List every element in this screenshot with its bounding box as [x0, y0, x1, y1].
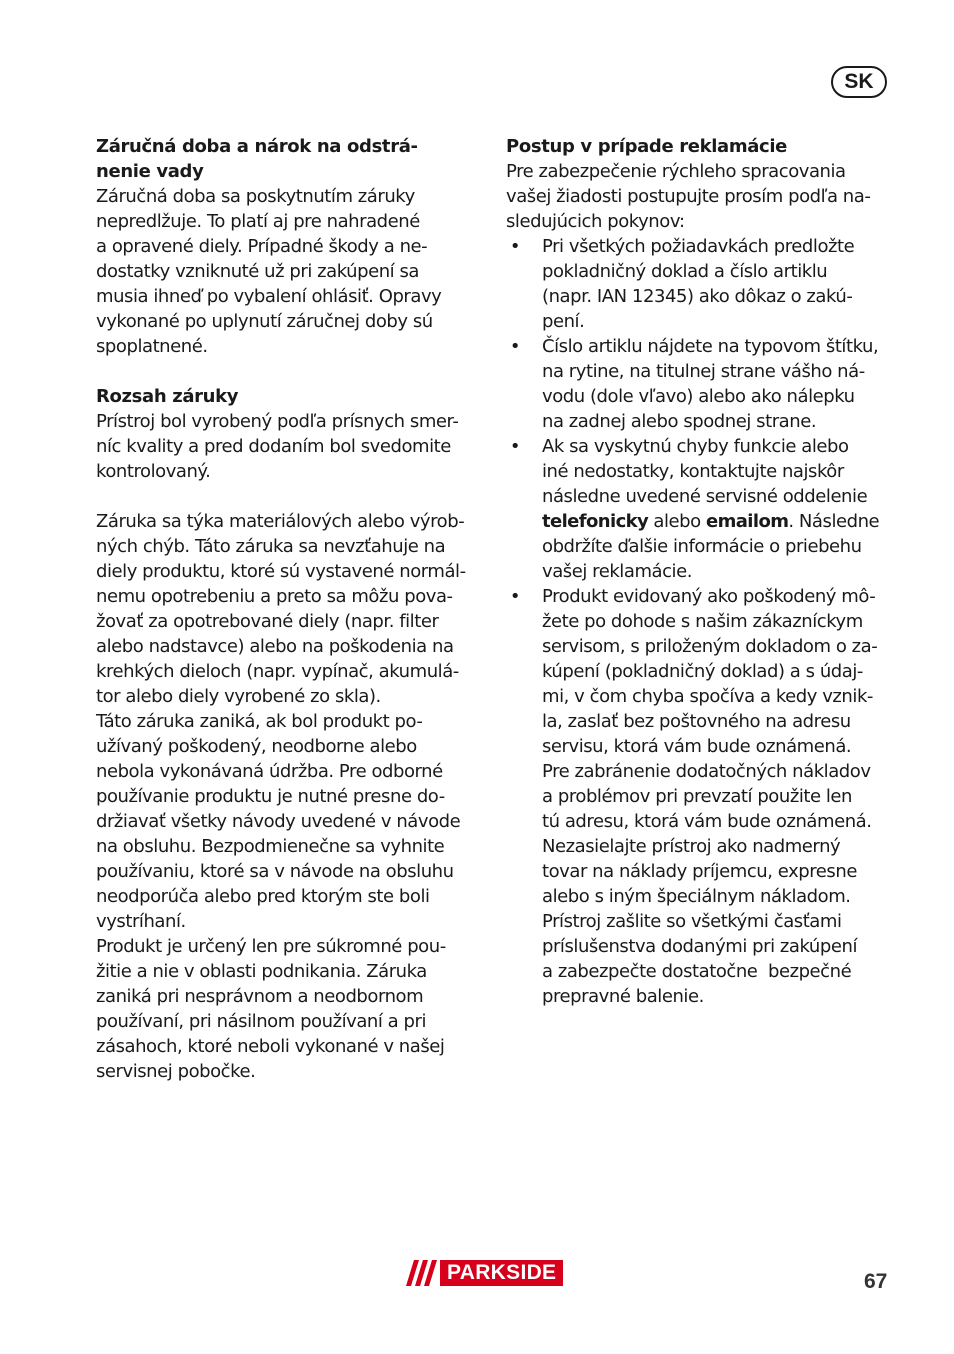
text-line: Záručná doba sa poskytnutím záruky [96, 186, 415, 207]
left-column [96, 134, 480, 1084]
text-line: nepredlžuje. To platí aj pre nahradené [96, 211, 420, 232]
text-line: Pri všetkých požiadavkách predložte [542, 236, 855, 257]
text-line: diely produktu, ktoré sú vystavené normál- [96, 561, 466, 582]
text-line: prepravné balenie. [542, 986, 704, 1007]
text-line: mi, v čom chyba spočíva a kedy vznik- [542, 686, 873, 707]
text-line: obdržíte ďalšie informácie o priebehu [542, 536, 862, 557]
warranty-scope-paragraph-4 [96, 934, 480, 1084]
text-line: musia ihneď po vybalení ohlásiť. Opravy [96, 286, 442, 307]
bullet-icon: • [509, 436, 521, 457]
text-line: Prístroj zašlite so všetkými časťami [542, 911, 842, 932]
text-line: Ak sa vyskytnú chyby funkcie alebo [542, 436, 849, 457]
text-line: alebo s iným špeciálnym nákladom. [542, 886, 851, 907]
text-line: alebo nadstavce) alebo na poškodenia na [96, 636, 454, 657]
text-line: užívaný poškodený, neodborne alebo [96, 736, 417, 757]
warranty-scope-heading: Rozsah záruky [96, 386, 239, 407]
logo-wordmark: PARKSIDE [447, 1261, 557, 1284]
text-line: na obsluhu. Bezpodmienečne sa vyhnite [96, 836, 445, 857]
phone-emphasis: telefonicky [542, 511, 649, 532]
text-line: kúpení (pokladničný doklad) a s údaj- [542, 661, 863, 682]
logo-box [440, 1260, 563, 1286]
text-line: pokladničný doklad a číslo artiklu [542, 261, 828, 282]
text-line: vykonané po uplynutí záručnej doby sú [96, 311, 433, 332]
text-line: následne uvedené servisné oddelenie [542, 486, 868, 507]
text-line: na rytine, na titulnej strane vášho ná- [542, 361, 865, 382]
text-line: vystríhaní. [96, 911, 186, 932]
text-fragment: . Následne [788, 511, 880, 532]
text-line: používaniu, ktoré sa v návode na obsluhu [96, 861, 454, 882]
text-line: Produkt je určený len pre súkromné pou- [96, 936, 446, 957]
text-line: Táto záruka zaniká, ak bol produkt po- [96, 711, 423, 732]
list-item-article-number [506, 334, 890, 434]
warranty-period-text [96, 184, 480, 359]
text-line: níc kvality a pred dodaním bol svedomite [96, 436, 451, 457]
text-line: servisom, s priloženým dokladom o za- [542, 636, 878, 657]
text-line: žitie a nie v oblasti podnikania. Záruka [96, 961, 427, 982]
text-line: a problémov pri prevzatí použite len [542, 786, 853, 807]
heading-line: nenie vady [96, 161, 204, 182]
right-column [506, 134, 890, 1009]
text-line: vodu (dole vľavo) alebo ako nálepku [542, 386, 855, 407]
text-line: držiavať všetky návody uvedené v návode [96, 811, 461, 832]
logo-stripes-icon [404, 1258, 438, 1288]
text-line: sledujúcich pokynov: [506, 211, 685, 232]
text-line: Záruka sa týka materiálových alebo výrob- [96, 511, 465, 532]
warranty-scope-paragraph-2 [96, 509, 480, 709]
text-line-mixed [542, 509, 890, 534]
text-line: tor alebo diely vyrobené zo skla). [96, 686, 381, 707]
parkside-logo [404, 1258, 584, 1288]
text-line: servisnej pobočke. [96, 1061, 256, 1082]
claims-procedure-heading: Postup v prípade reklamácie [506, 136, 788, 157]
warranty-scope-paragraph-1 [96, 409, 480, 484]
bullet-icon: • [509, 236, 521, 257]
bullet-icon: • [509, 336, 521, 357]
list-item-contact-service [506, 434, 890, 584]
text-line: žovať za opotrebované diely (napr. filter [96, 611, 439, 632]
text-line: vašej žiadosti postupujte prosím podľa na- [506, 186, 871, 207]
warranty-scope-paragraph-3 [96, 709, 480, 934]
text-line: Nezasielajte prístroj ako nadmerný [542, 836, 841, 857]
text-line: ných chýb. Táto záruka sa nevzťahuje na [96, 536, 446, 557]
text-line: žete po dohode s našim zákazníckym [542, 611, 863, 632]
list-item-receipt [506, 234, 890, 334]
text-line: tovar na náklady príjemcu, expresne [542, 861, 857, 882]
bullet-icon: • [509, 586, 521, 607]
text-line: Prístroj bol vyrobený podľa prísnych smer- [96, 411, 459, 432]
text-line: príslušenstva dodanými pri zakúpení [542, 936, 857, 957]
warranty-period-heading [96, 134, 480, 184]
text-line: krehkých dieloch (napr. vypínač, akumulá- [96, 661, 459, 682]
text-line: Číslo artiklu nájdete na typovom štítku, [542, 336, 879, 357]
page-number: 67 [864, 1270, 888, 1293]
text-line: tú adresu, ktorá vám bude oznámená. [542, 811, 872, 832]
text-line: (napr. IAN 12345) ako dôkaz o zakú- [542, 286, 853, 307]
text-line: spoplatnené. [96, 336, 208, 357]
text-line: iné nedostatky, kontaktujte najskôr [542, 461, 844, 482]
text-line: Pre zabránenie dodatočných nákladov [542, 761, 871, 782]
text-line: používanie produktu je nutné presne do- [96, 786, 445, 807]
text-line: Produkt evidovaný ako poškodený mô- [542, 586, 876, 607]
text-line: dostatky vzniknuté už pri zakúpení sa [96, 261, 419, 282]
email-emphasis: emailom [706, 511, 789, 532]
text-line: a opravené diely. Prípadné škody a ne- [96, 236, 428, 257]
text-line: nebola vykonávaná údržba. Pre odborné [96, 761, 443, 782]
language-badge: SK [831, 66, 887, 98]
text-line: Pre zabezpečenie rýchleho spracovania [506, 161, 846, 182]
claims-intro [506, 159, 890, 234]
text-line: na zadnej alebo spodnej strane. [542, 411, 817, 432]
text-line: používaní, pri násilnom používaní a pri [96, 1011, 427, 1032]
heading-line: Záručná doba a nárok na odstrá- [96, 136, 418, 157]
text-line: kontrolovaný. [96, 461, 211, 482]
text-fragment: alebo [648, 511, 706, 532]
text-line: nemu opotrebeniu a preto sa môžu pova- [96, 586, 453, 607]
list-item-shipping [506, 584, 890, 1009]
text-line: la, zaslať bez poštovného na adresu [542, 711, 851, 732]
text-line: servisu, ktorá vám bude oznámená. [542, 736, 852, 757]
text-line: neodporúča alebo pred ktorým ste boli [96, 886, 430, 907]
text-line: vašej reklamácie. [542, 561, 692, 582]
text-line: pení. [542, 311, 585, 332]
text-line: a zabezpečte dostatočne bezpečné [542, 961, 852, 982]
text-line: zásahoch, ktoré neboli vykonané v našej [96, 1036, 445, 1057]
text-line: zaniká pri nesprávnom a neodbornom [96, 986, 424, 1007]
